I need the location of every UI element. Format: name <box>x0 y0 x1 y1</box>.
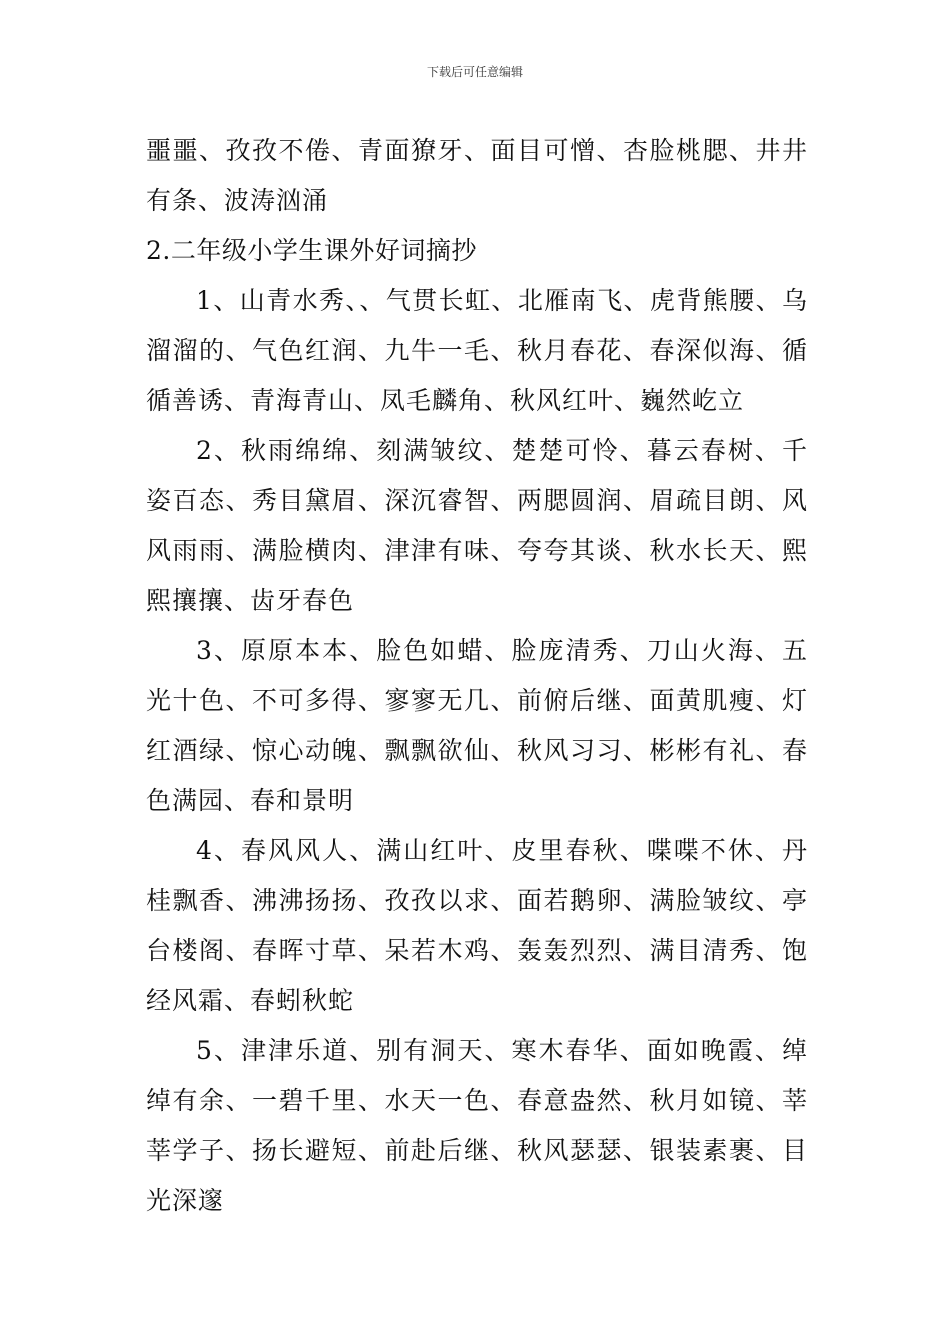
word-list-item-1: 1、山青水秀、、气贯长虹、北雁南飞、虎背熊腰、乌溜溜的、气色红润、九牛一毛、秋月春花、春深似海、循循善诱、青海青山、凤毛麟角、秋风红叶、巍然屹立 <box>146 286 808 415</box>
word-list-item-4: 4、春风风人、满山红叶、皮里春秋、喋喋不休、丹桂飘香、沸沸扬扬、孜孜以求、面若鹅卵、满脸皱纹、亭台楼阁、春晖寸草、呆若木鸡、轰轰烈烈、满目清秀、饱经风霜、春蚓秋蛇 <box>146 836 808 1015</box>
document-body <box>146 126 808 1226</box>
word-list-item-2: 2、秋雨绵绵、刻满皱纹、楚楚可怜、暮云春树、千姿百态、秀目黛眉、深沉睿智、两腮圆润、眉疏目朗、风风雨雨、满脸横肉、津津有味、夸夸其谈、秋水长天、熙熙攘攘、齿牙春色 <box>146 436 808 615</box>
word-list-item-3: 3、原原本本、脸色如蜡、脸庞清秀、刀山火海、五光十色、不可多得、寥寥无几、前俯后继、面黄肌瘦、灯红酒绿、惊心动魄、飘飘欲仙、秋风习习、彬彬有礼、春色满园、春和景明 <box>146 636 808 815</box>
page-header-note: 下载后可任意编辑 <box>426 65 523 79</box>
section-heading: 2.二年级小学生课外好词摘抄 <box>146 236 477 265</box>
word-list-item-5: 5、津津乐道、别有洞天、寒木春华、面如晚霞、绰绰有余、一碧千里、水天一色、春意盎然、秋月如镜、莘莘学子、扬长避短、前赴后继、秋风瑟瑟、银装素裹、目光深邃 <box>146 1036 808 1215</box>
intro-paragraph: 噩噩、孜孜不倦、青面獠牙、面目可憎、杏脸桃腮、井井有条、波涛汹涌 <box>146 136 808 215</box>
